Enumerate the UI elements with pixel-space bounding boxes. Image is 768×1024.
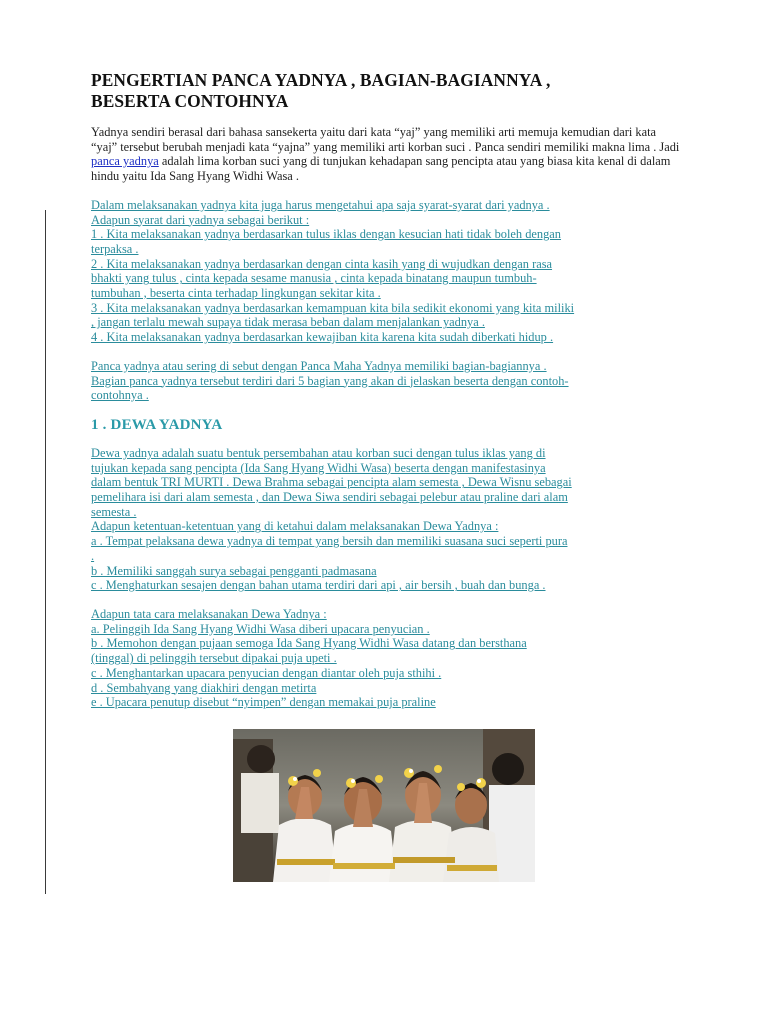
dewa-line[interactable]: dalam bentuk TRI MURTI . Dewa Brahma sebagai pencipta alam semesta , Dewa Wisnu sebagai [91, 475, 572, 490]
syarat-line[interactable]: tumbuhan , beserta cinta terhadap lingkungan sekitar kita . [91, 286, 381, 301]
tata-cara-line[interactable]: a. Pelinggih Ida Sang Hyang Widhi Wasa diberi upacara penyucian . [91, 621, 430, 636]
dewa-line[interactable]: tujukan kepada sang pencipta (Ida Sang Hyang Widhi Wasa) beserta dengan manifestasinya [91, 460, 546, 475]
dewa-line[interactable]: pemelihara isi dari alam semesta , dan Dewa Siwa sendiri sebagai pelebur atau praline dari alam [91, 490, 568, 505]
syarat-line[interactable]: 3 . Kita melaksanakan yadnya berdasarkan kemampuan kita bila sedikit ekonomi yang kita miliki [91, 300, 575, 315]
section-heading-dewa-yadnya: 1 . DEWA YADNYA [91, 416, 223, 433]
dewa-yadnya-section [91, 446, 681, 593]
ceremony-photo-illustration [233, 729, 535, 882]
dewa-line[interactable]: semesta . [91, 504, 137, 519]
intro-text: Yadnya sendiri berasal dari bahasa sansekerta yaitu dari kata “yaj” yang memiliki arti memuja kemudian dari kata “yaj” tersebut berubah menjadi kata “yajna” yang memiliki arti korban suci . Panca sendiri memiliki makna lima . Jadi [91, 125, 680, 154]
tata-cara-line[interactable]: e . Upacara penutup disebut “nyimpen” dengan memakai puja praline [91, 695, 436, 710]
dewa-line[interactable]: a . Tempat pelaksana dewa yadnya di tempat yang bersih dan memiliki suasana suci seperti pura [91, 534, 568, 549]
dewa-line[interactable]: Adapun ketentuan-ketentuan yang di ketahui dalam melaksanakan Dewa Yadnya : [91, 519, 499, 534]
syarat-line[interactable]: 2 . Kita melaksanakan yadnya berdasarkan dengan cinta kasih yang di wujudkan dengan rasa [91, 256, 553, 271]
tata-cara-line[interactable]: Adapun tata cara melaksanakan Dewa Yadnya : [91, 606, 327, 621]
tata-cara-line[interactable]: b . Memohon dengan pujaan semoga Ida Sang Hyang Widhi Wasa datang dan bersthana [91, 636, 527, 651]
syarat-line[interactable]: 1 . Kita melaksanakan yadnya berdasarkan tulus iklas dengan kesucian hati tidak boleh dengan [91, 227, 562, 242]
title-line: BESERTA CONTOHNYA [91, 91, 289, 111]
panca-yadnya-link[interactable]: panca yadnya [91, 154, 159, 169]
dewa-line[interactable]: b . Memiliki sanggah surya sebagai pengganti padmasana [91, 563, 377, 578]
syarat-line[interactable]: Dalam melaksanakan yadnya kita juga harus mengetahui apa saja syarat-syarat dari yadnya . [91, 197, 550, 212]
margin-line [45, 210, 46, 894]
ceremony-photo [233, 729, 535, 882]
document-content [91, 70, 681, 710]
bagian-line[interactable]: contohnya . [91, 388, 149, 403]
syarat-line[interactable]: bhakti yang tulus , cinta kepada sesame manusia , cinta kepada binatang maupun tumbuh- [91, 271, 537, 286]
syarat-line[interactable]: 4 . Kita melaksanakan yadnya berdasarkan kewajiban kita karena kita sudah diberkati hidup . [91, 330, 554, 345]
dewa-line[interactable]: . [91, 548, 95, 563]
tata-cara-line[interactable]: c . Menghantarkan upacara penyucian dengan diantar oleh puja sthihi . [91, 665, 442, 680]
bagian-line[interactable]: Bagian panca yadnya tersebut terdiri dari 5 bagian yang akan di jelaskan beserta dengan contoh- [91, 373, 569, 388]
intro-text: adalah lima korban suci yang di tunjukan kehadapan sang pencipta atau yang biasa kita kenal di dalam hindu yaitu Ida Sang Hyang Widhi Wasa . [91, 154, 671, 184]
syarat-line[interactable]: terpaksa . [91, 241, 139, 256]
syarat-section [91, 198, 681, 345]
tata-cara-line[interactable]: (tinggal) di pelinggih tersebut dipakai puja upeti . [91, 651, 337, 666]
intro-paragraph [91, 125, 681, 184]
syarat-line[interactable]: Adapun syarat dari yadnya sebagai berikut : [91, 212, 310, 227]
bagian-section [91, 359, 681, 403]
bagian-line[interactable]: Panca yadnya atau sering di sebut dengan Panca Maha Yadnya memiliki bagian-bagiannya . [91, 358, 547, 373]
tata-cara-line[interactable]: d . Sembahyang yang diakhiri dengan metirta [91, 680, 317, 695]
tata-cara-section [91, 607, 681, 710]
document-title [91, 70, 681, 112]
title-line: PENGERTIAN PANCA YADNYA , BAGIAN-BAGIANNYA , [91, 70, 551, 90]
syarat-line[interactable]: , jangan terlalu mewah supaya tidak merasa beban dalam menjalankan yadnya . [91, 315, 485, 330]
dewa-line[interactable]: c . Menghaturkan sesajen dengan bahan utama terdiri dari api , air bersih , buah dan bunga . [91, 578, 546, 593]
dewa-line[interactable]: Dewa yadnya adalah suatu bentuk persembahan atau korban suci dengan tulus iklas yang di [91, 445, 546, 460]
